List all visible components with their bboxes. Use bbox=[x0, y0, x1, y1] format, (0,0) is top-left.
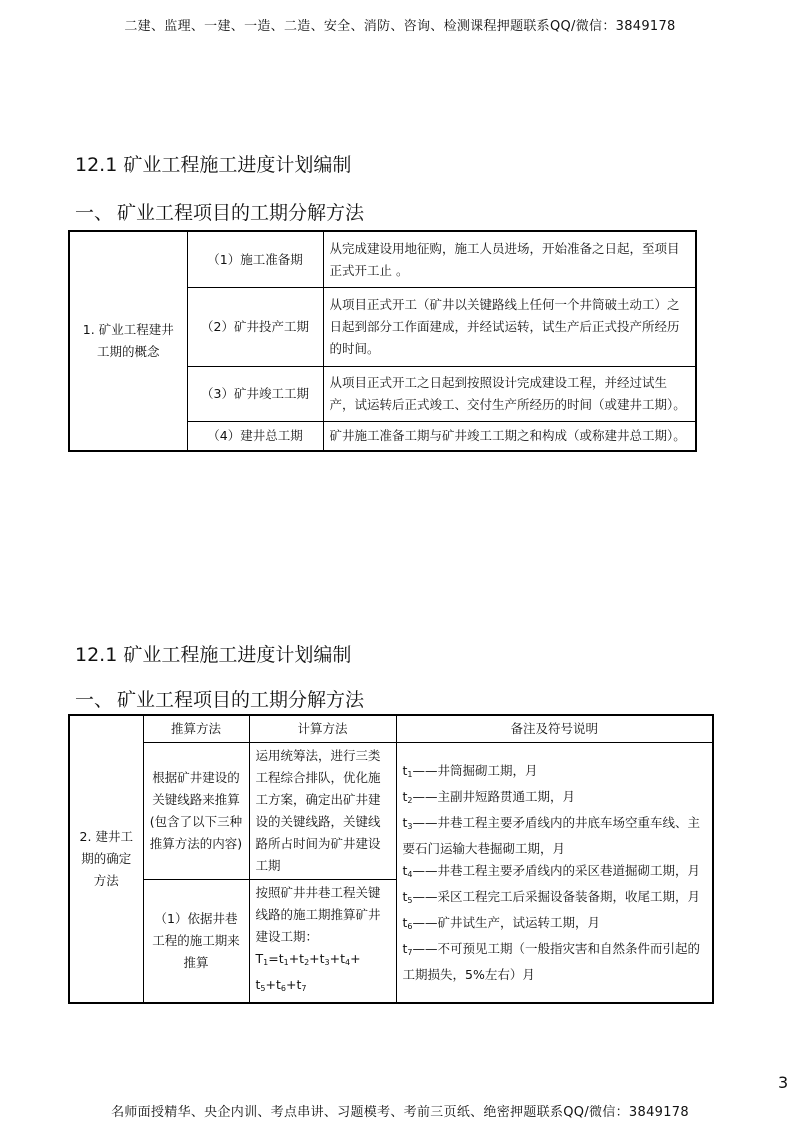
symbol-item bbox=[403, 812, 707, 860]
term-cell: （3）矿井竣工工期 bbox=[187, 367, 323, 422]
symbol-description: ——采区工程完工后采掘设备装备期，收尾工期，月 bbox=[412, 888, 701, 904]
symbol-name: t bbox=[402, 888, 408, 904]
symbol-item bbox=[403, 912, 707, 938]
symbol-description: ——井巷工程主要矛盾线内的井底车场空重车线、主要石门运输大巷掘砌工期，月 bbox=[402, 814, 701, 856]
section2-subtitle bbox=[75, 685, 364, 712]
term-cell: （2）矿井投产工期 bbox=[187, 288, 323, 367]
symbol-subscript: 3 bbox=[407, 821, 413, 831]
symbol-subscript: 6 bbox=[407, 921, 413, 931]
symbol-description: ——矿井试生产，试运转工期，月 bbox=[412, 914, 601, 930]
page-number: 3 bbox=[778, 1073, 789, 1092]
method-cell: 根据矿井建设的关键线路来推算(包含了以下三种推算方法的内容) bbox=[143, 743, 249, 880]
section1-subtitle-text: 矿业工程项目的工期分解方法 bbox=[117, 202, 365, 224]
symbol-subscript: 7 bbox=[407, 947, 413, 957]
symbol-description: ——主副井短路贯通工期，月 bbox=[412, 788, 576, 804]
desc-cell: 从完成建设用地征购，施工人员进场，开始准备之日起，至项目正式开工止 。 bbox=[323, 231, 696, 288]
calc-formula: $T_1=t_1+t_2+t_3+t_4+$ $t_5+t_6+t_7$ bbox=[255, 951, 361, 993]
symbol-description: ——不可预见工期（一般指灾害和自然条件而引起的工期损失，5%左右）月 bbox=[402, 940, 701, 982]
calc-text: 按照矿井井巷工程关键线路的施工期推算矿井建设工期： bbox=[255, 885, 381, 944]
symbol-item bbox=[403, 886, 707, 912]
section1-subtitle bbox=[75, 198, 364, 225]
column-header-notes: 备注及符号说明 bbox=[396, 715, 713, 743]
term-cell: （4）建井总工期 bbox=[187, 422, 323, 452]
symbol-subscript: 2 bbox=[407, 795, 413, 805]
symbol-item bbox=[403, 760, 707, 786]
duration-method-table bbox=[68, 714, 714, 1004]
section1-title: 12.1 矿业工程施工进度计划编制 bbox=[75, 154, 352, 176]
symbol-name: t bbox=[402, 814, 408, 830]
symbol-subscript: 1 bbox=[407, 769, 413, 779]
symbol-name: t bbox=[402, 940, 408, 956]
table-row bbox=[69, 743, 713, 880]
footer-banner: 名师面授精华、央企内训、考点串讲、习题模考、考前三页纸、绝密押题联系QQ/微信：3849178 bbox=[111, 1105, 689, 1120]
calc-cell: 运用统筹法，进行三类工程综合排队，优化施工方案，确定出矿井建设的关键线路，关键线路所占时间为矿井建设工期 bbox=[249, 743, 396, 880]
symbol-item bbox=[403, 938, 707, 986]
calc-cell bbox=[249, 880, 396, 1004]
method-cell: （1）依据井巷工程的施工期来推算 bbox=[143, 880, 249, 1004]
symbol-description: ——井巷工程主要矛盾线内的采区巷道掘砌工期，月 bbox=[412, 862, 701, 878]
symbol-item bbox=[403, 786, 707, 812]
symbol-item bbox=[403, 860, 707, 886]
symbol-name: t bbox=[402, 762, 408, 778]
symbol-name: t bbox=[402, 788, 408, 804]
section2-subtitle-text: 矿业工程项目的工期分解方法 bbox=[117, 689, 365, 711]
section1-subtitle-number: 一、 bbox=[75, 202, 114, 224]
table-header-row bbox=[69, 715, 713, 743]
symbol-list bbox=[403, 760, 707, 986]
section2-subtitle-number: 一、 bbox=[75, 689, 114, 711]
row-head-concept: 1. 矿业工程建井工期的概念 bbox=[69, 231, 187, 451]
symbol-name: t bbox=[402, 914, 408, 930]
header-banner: 二建、监理、一建、一造、二造、安全、消防、咨询、检测课程押题联系QQ/微信：3849178 bbox=[124, 19, 676, 34]
symbol-subscript: 5 bbox=[407, 895, 413, 905]
desc-cell: 从项目正式开工之日起到按照设计完成建设工程，并经过试生产，试运转后正式竣工、交付生产所经历的时间（或建井工期）。 bbox=[323, 367, 696, 422]
symbol-subscript: 4 bbox=[407, 869, 413, 879]
section2-title: 12.1 矿业工程施工进度计划编制 bbox=[75, 644, 352, 666]
desc-cell: 矿井施工准备工期与矿井竣工工期之和构成（或称建井总工期）。 bbox=[323, 422, 696, 452]
table-row bbox=[69, 231, 696, 288]
symbol-description: ——井筒掘砌工期，月 bbox=[412, 762, 538, 778]
row-head-method: 2. 建井工期的确定方法 bbox=[69, 715, 143, 1003]
desc-cell: 从项目正式开工（矿井以关键路线上任何一个井筒破土动工）之日起到部分工作面建成，并经试运转，试生产后正式投产所经历的时间。 bbox=[323, 288, 696, 367]
column-header-calc: 计算方法 bbox=[249, 715, 396, 743]
column-header-method: 推算方法 bbox=[143, 715, 249, 743]
notes-cell bbox=[396, 743, 713, 1004]
duration-concept-table bbox=[68, 230, 697, 452]
symbol-name: t bbox=[402, 862, 408, 878]
term-cell: （1）施工准备期 bbox=[187, 231, 323, 288]
